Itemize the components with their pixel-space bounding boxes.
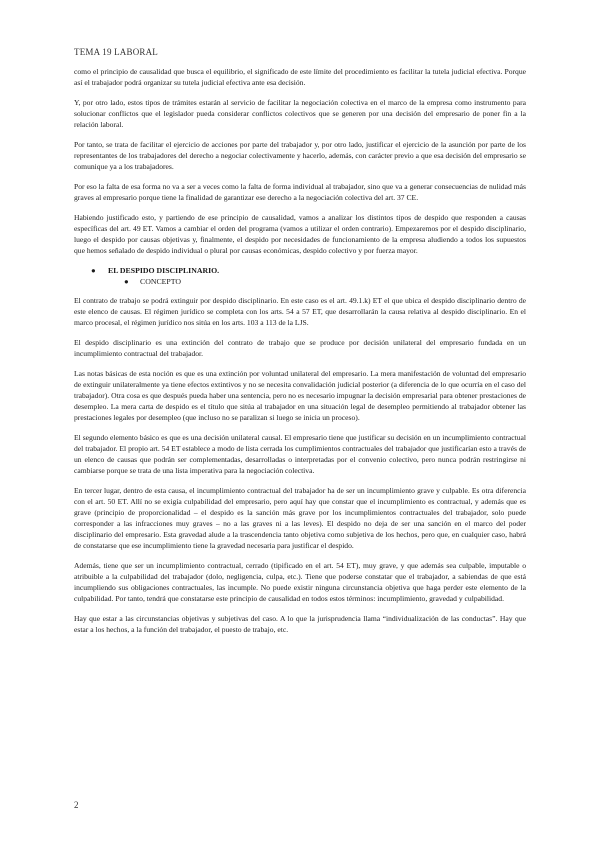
paragraph: Además, tiene que ser un incumplimiento contractual, cerrado (tipificado en el art. 54 ET), muy grave, y que además sea culpable, imputable o atribuible a la culpabilidad del trabajador (dolo, negligencia, culpa, etc.). Tiene que poderse constatar que el trabajador, a sabiendas de que está incumpliendo sus obligaciones contractuales, las incumple. No puede existir ninguna circunstancia objetiva que haga perder este elemento de la culpabilidad. Por tanto, tendrá que constatarse este principio de causalidad en todos estos términos: incumplimiento, gravedad y culpabilidad.	[74, 561, 526, 603]
paragraph: Las notas básicas de esta noción es que es una extinción por voluntad unilateral del empresario. La mera manifestación de voluntad del empresario de extinguir unilateralmente ya tiene efectos extintivos y no se necesita convalidación judicial posterior (a diferencia de lo que ocurría en el caso del trabajador). Otra cosa es que después pueda haber una sentencia, pero no es necesario impugnar la decisión empresarial para obtener prestaciones de desempleo. La mera carta de despido es el título que sitúa al trabajador en una situación legal de desempleo permitiendo al trabajador obtener las prestaciones legales por desempleo (que incluso no se paralizan si luego se inicia un proceso).	[74, 369, 526, 422]
paragraph: El despido disciplinario es una extinción del contrato de trabajo que se produce por decisión unilateral del empresario fundada en un incumplimiento contractual del trabajador.	[74, 338, 526, 358]
section-title: EL DESPIDO DISCIPLINARIO.	[108, 266, 220, 275]
section-heading	[74, 265, 526, 276]
paragraph: El segundo elemento básico es que es una decisión unilateral causal. El empresario tiene que justificar su decisión en un incumplimiento contractual del trabajador. El propio art. 54 ET establece a modo de lista cerrada los cumplimientos contractuales del trabajador que justificarían esto a través de un elenco de causas que podrán ser complementadas, desarrolladas o interpretadas por el convenio colectivo, pero nunca podrán restringirse ni cambiarse porque se trata de una lista imperativa para la negociación colectiva.	[74, 433, 526, 475]
paragraph: Por tanto, se trata de facilitar el ejercicio de acciones por parte del trabajador y, por otro lado, justificar el ejercicio de la asunción por parte de los representantes de los trabajadores del derecho a negociar colectivamente y hacerlo, además, con carácter previo a que esa decisión del empresario se comunique ya a los trabajadores.	[74, 140, 526, 171]
paragraph: El contrato de trabajo se podrá extinguir por despido disciplinario. En este caso es el art. 49.1.k) ET el que ubica el despido disciplinario dentro de este elenco de causas. El régimen jurídico se completa con los arts. 54 a 57 ET, que desarrollarán la causa relativa al despido disciplinario. En el marco procesal, el régimen jurídico nos sitúa en los arts. 103 a 113 de la LJS.	[74, 296, 526, 327]
subsection-heading	[74, 276, 526, 287]
bullet-icon: ●	[91, 266, 96, 275]
running-header: TEMA 19 LABORAL	[74, 47, 158, 57]
page-number: 2	[74, 800, 79, 810]
subsection-title: CONCEPTO	[140, 277, 182, 286]
paragraph: Y, por otro lado, estos tipos de trámites estarán al servicio de facilitar la negociación colectiva en el marco de la empresa como instrumento para solucionar conflictos que el legislador pueda considerar conflictos colectivos que se generen por una decisión del empresario de poner fin a la relación laboral.	[74, 98, 526, 129]
section-heading-list	[74, 265, 526, 287]
paragraph: como el principio de causalidad que busca el equilibrio, el significado de este límite del procedimiento es facilitar la tutela judicial efectiva. Porque así el trabajador podrá organizar su tutela judicial efectiva ante esa decisión.	[74, 67, 526, 87]
paragraph: Por eso la falta de esa forma no va a ser a veces como la falta de forma individual al trabajador, sino que va a generar consecuencias de nulidad más graves al empresario porque tiene la finalidad de garantizar ese derecho a la negociación colectiva del art. 37 CE.	[74, 182, 526, 202]
paragraph: Habiendo justificado esto, y partiendo de ese principio de causalidad, vamos a analizar los distintos tipos de despido que responden a causas específicas del art. 49 ET. Vamos a cambiar el orden del programa (vamos a utilizar el orden contrario). Empezaremos por el despido disciplinario, luego el despido por causas objetivas y, finalmente, el despido por necesidades de funcionamiento de la empresa aludiendo a todos los supuestos que hemos señalado de despido individual o plural por causas económicas, despido colectivo y por fuerza mayor.	[74, 213, 526, 255]
page-body	[74, 66, 526, 644]
bullet-icon: ●	[124, 277, 129, 286]
paragraph: Hay que estar a las circunstancias objetivas y subjetivas del caso. A lo que la jurisprudencia llama “individualización de las conductas”. Hay que estar a los hechos, a la función del trabajador, el puesto de trabajo, etc.	[74, 614, 526, 634]
paragraph: En tercer lugar, dentro de esta causa, el incumplimiento contractual del trabajador ha de ser un incumplimiento grave y culpable. Es otra diferencia con el art. 50 ET. Allí no se exigía culpabilidad del empresario, pero aquí hay que constar que el incumplimiento es contractual, y además que es grave (principio de proporcionalidad – el despido es la sanción más grave por los incumplimientos contractuales del trabajador, solo puede corresponder a las infracciones muy graves – no a las graves ni a las leves). El despido no deja de ser una sanción en el marco del poder disciplinario del empresario. Esta gravedad alude a la trascendencia tanto objetiva como subjetiva de los hechos, pero que, en cualquier caso, habrá de constatarse que ese incumplimiento tiene la gravedad necesaria para justificar el despido.	[74, 486, 526, 550]
